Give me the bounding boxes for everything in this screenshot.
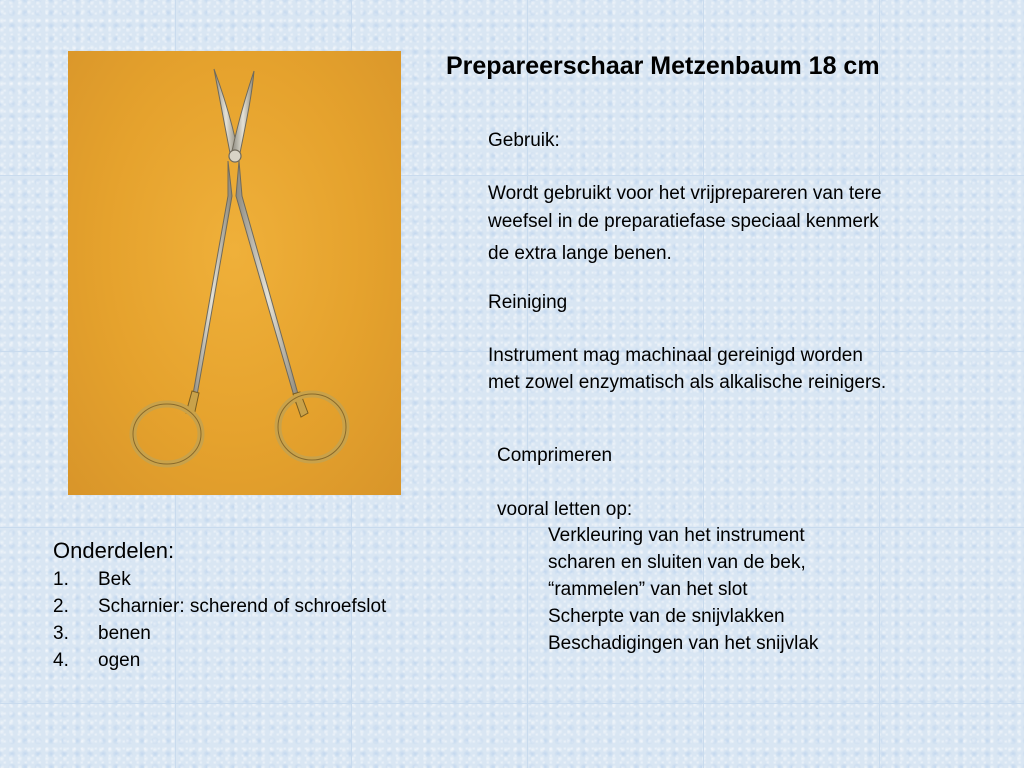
item-number: 3. — [53, 623, 69, 644]
onderdelen-item — [53, 566, 386, 593]
letten-item: Verkleuring van het instrument — [548, 525, 805, 546]
onderdelen-item — [53, 620, 386, 647]
item-number: 2. — [53, 596, 69, 617]
item-label: benen — [98, 623, 151, 644]
item-number: 4. — [53, 650, 69, 671]
reiniging-text — [488, 342, 886, 396]
letten-item: scharen en sluiten van de bek, — [548, 552, 806, 573]
onderdelen-heading: Onderdelen: — [53, 538, 175, 563]
comprimeren-heading: Comprimeren — [497, 445, 613, 466]
item-label: ogen — [98, 650, 141, 671]
reiniging-line: Instrument mag machinaal gereinigd worden — [488, 345, 863, 366]
item-label: Scharnier: scherend of schroefslot — [98, 596, 387, 617]
item-label: Bek — [98, 569, 131, 590]
letten-item: Scherpte van de snijvlakken — [548, 606, 785, 627]
gebruik-line: de extra lange benen. — [488, 243, 672, 264]
letten-list — [548, 522, 818, 657]
item-number: 1. — [53, 569, 69, 590]
letten-item: “rammelen” van het slot — [548, 579, 748, 600]
reiniging-heading: Reiniging — [488, 292, 568, 313]
onderdelen-item — [53, 647, 386, 674]
gebruik-line: weefsel in de preparatiefase speciaal kenmerk — [488, 211, 879, 232]
onderdelen-item — [53, 593, 386, 620]
reiniging-line: met zowel enzymatisch als alkalische reinigers. — [488, 372, 887, 393]
gebruik-heading: Gebruik: — [488, 130, 560, 151]
letten-heading: vooral letten op: — [497, 499, 633, 520]
onderdelen-list — [53, 566, 386, 674]
letten-item: Beschadigingen van het snijvlak — [548, 633, 819, 654]
gebruik-text — [488, 180, 882, 268]
gebruik-line: Wordt gebruikt voor het vrijprepareren van tere — [488, 183, 882, 204]
metzenbaum-scissors-image — [68, 51, 401, 495]
scissors-photo — [68, 51, 401, 495]
page-title: Prepareerschaar Metzenbaum 18 cm — [446, 52, 880, 80]
